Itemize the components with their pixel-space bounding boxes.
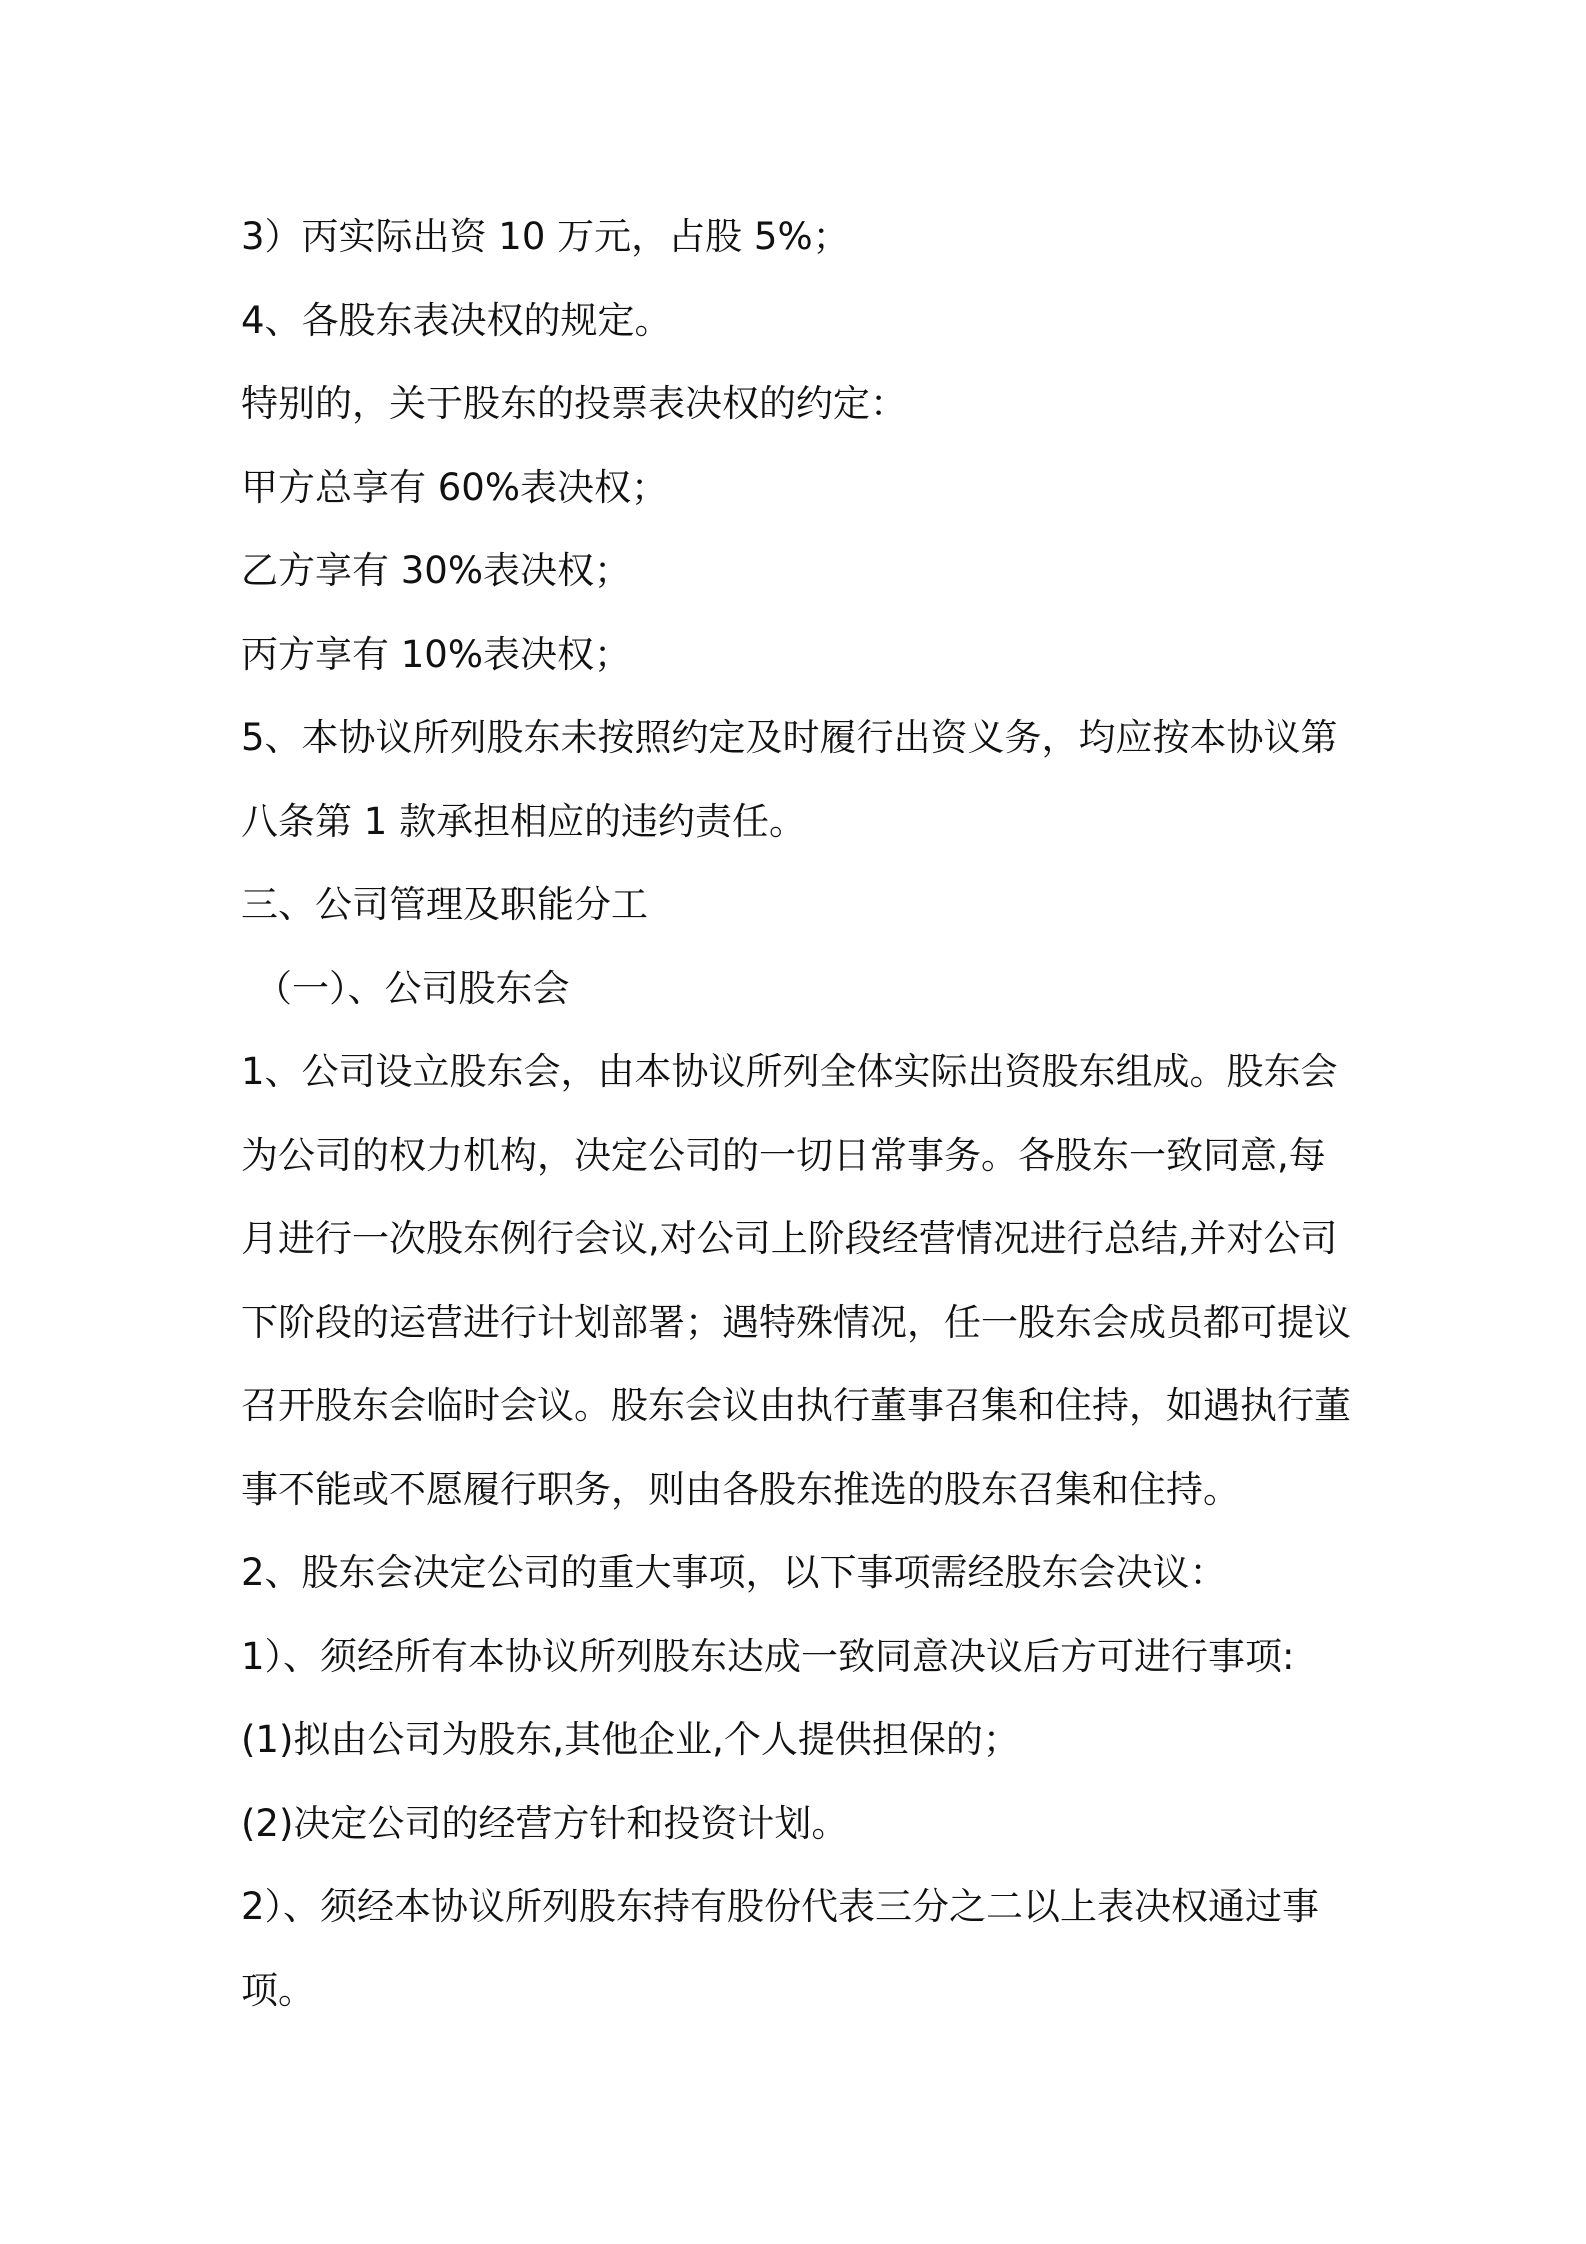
text-line: 月进行一次股东例行会议,对公司上阶段经营情况进行总结,并对公司 xyxy=(241,1217,1338,1260)
text-line: 事不能或不愿履行职务，则由各股东推选的股东召集和住持。 xyxy=(241,1467,1240,1511)
text-line: (1)拟由公司为股东,其他企业,个人提供担保的； xyxy=(241,1718,1020,1761)
subsection-heading: （一）、公司股东会 xyxy=(255,966,570,1010)
text-line: 甲方总享有 60%表决权； xyxy=(241,465,668,509)
text-line: 1、公司设立股东会，由本协议所列全体实际出资股东组成。股东会 xyxy=(241,1050,1338,1093)
text-line: 为公司的权力机构，决定公司的一切日常事务。各股东一致同意,每 xyxy=(241,1133,1326,1177)
text-line: 2、股东会决定公司的重大事项，以下事项需经股东会决议： xyxy=(241,1551,1227,1594)
text-line: 乙方享有 30%表决权； xyxy=(241,549,631,592)
text-line: 项。 xyxy=(241,1968,315,2012)
text-line: 丙方享有 10%表决权； xyxy=(241,632,631,676)
text-line: 召开股东会临时会议。股东会议由执行董事召集和住持，如遇执行董 xyxy=(241,1384,1351,1427)
text-line: (2)决定公司的经营方针和投资计划。 xyxy=(241,1801,849,1845)
text-line: 3）丙实际出资 10 万元，占股 5%； xyxy=(241,215,850,258)
text-line: 2）、须经本协议所列股东持有股份代表三分之二以上表决权通过事 xyxy=(241,1885,1320,1928)
document-body xyxy=(241,195,1361,2032)
text-line: 八条第 1 款承担相应的违约责任。 xyxy=(241,799,807,843)
section-heading: 三、公司管理及职能分工 xyxy=(241,883,648,926)
text-line: 4、各股东表决权的规定。 xyxy=(241,298,672,342)
text-line: 5、本协议所列股东未按照约定及时履行出资义务，均应按本协议第 xyxy=(241,716,1338,759)
text-line: 1）、须经所有本协议所列股东达成一致同意决议后方可进行事项: xyxy=(241,1634,1295,1678)
text-line: 下阶段的运营进行计划部署；遇特殊情况，任一股东会成员都可提议 xyxy=(241,1300,1351,1344)
text-line: 特别的，关于股东的投票表决权的约定： xyxy=(241,382,907,425)
